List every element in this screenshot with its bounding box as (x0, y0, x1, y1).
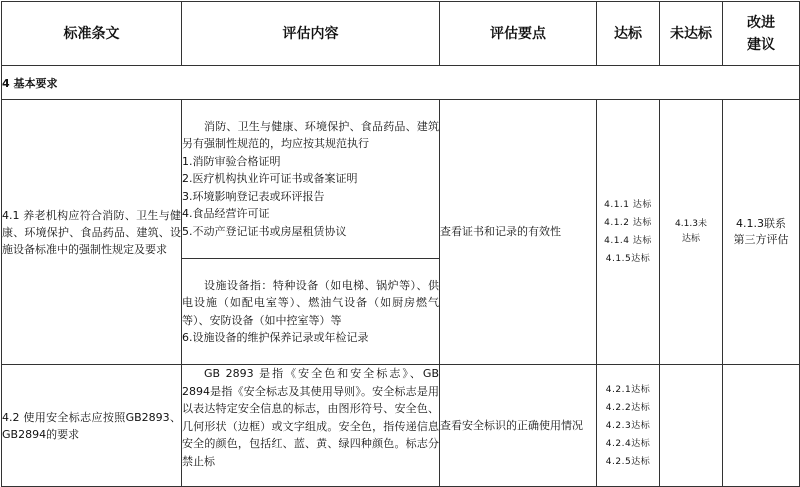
standard-assessment-table (1, 1, 800, 487)
section-row (2, 66, 800, 100)
header-met: 达标 (597, 2, 660, 66)
row1-content-a-list (182, 153, 439, 241)
met-item: 4.1.4 达标 (604, 236, 652, 246)
row1-improve (723, 100, 800, 365)
row1-content-b-intro: 设施设备指：特种设备（如电梯、锅炉等）、供电设施（如配电室等）、燃油气设备（如厨房燃气等）、安防设备（如中控室等）等 (182, 278, 439, 327)
header-row (2, 2, 800, 66)
met-item: 4.2.5达标 (605, 456, 651, 467)
list-item: 4.食品经营许可证 (182, 207, 270, 221)
row1-standard: 4.1 养老机构应符合消防、卫生与健康、环境保护、食品药品、建筑、设施设备标准中的强制性规定及要求 (2, 100, 182, 365)
row1-met (597, 100, 660, 365)
section-title: 4 基本要求 (2, 66, 800, 100)
unmet-item: 达标 (681, 234, 700, 244)
row2-content-text: GB 2893 是指《安全色和安全标志》、GB 2894是指《安全标志及其使用导则》。安全标志是用以表达特定安全信息的标志，由图形符号、安全色、几何形状（边框）或文字组成。安全色，指传递信息安全的颜色，包括红、蓝、黄、绿四种颜色。标志分禁止标 (182, 367, 439, 468)
table-row (2, 100, 800, 259)
row1-content-a (182, 100, 440, 259)
row1-points: 查看证书和记录的有效性 (440, 100, 597, 365)
header-content: 评估内容 (182, 2, 440, 66)
row2-standard: 4.2 使用安全标志应按照GB2893、GB2894的要求 (2, 365, 182, 487)
row1-content-b (182, 259, 440, 365)
row1-unmet (660, 100, 723, 365)
row2-met (597, 365, 660, 487)
header-unmet: 未达标 (660, 2, 723, 66)
row1-content-a-intro: 消防、卫生与健康、环境保护、食品药品、建筑另有强制性规范的，均应按其规范执行 (182, 119, 439, 151)
row2-points: 查看安全标识的正确使用情况 (440, 365, 597, 487)
row2-improve (723, 365, 800, 487)
met-item: 4.2.4达标 (605, 438, 651, 449)
list-item: 3.环境影响登记表或环评报告 (182, 189, 325, 203)
header-improve-text: 改进建议 (747, 14, 775, 53)
met-item: 4.1.5达标 (605, 254, 651, 264)
met-item: 4.2.1达标 (605, 384, 651, 395)
row1-improve-text: 4.1.3联系第三方评估 (733, 217, 789, 246)
header-standard: 标准条文 (2, 2, 182, 66)
header-improve (723, 2, 800, 66)
list-item: 5.不动产登记证书或房屋租赁协议 (182, 224, 347, 238)
list-item: 6.设施设备的维护保养记录或年检记录 (182, 331, 369, 344)
row2-content (182, 365, 440, 487)
met-item: 4.1.2 达标 (604, 218, 652, 228)
met-item: 4.1.1 达标 (604, 200, 652, 210)
unmet-item: 4.1.3未 (675, 219, 707, 229)
row2-unmet (660, 365, 723, 487)
list-item: 1.消防审验合格证明 (182, 154, 281, 168)
header-points: 评估要点 (440, 2, 597, 66)
list-item: 2.医疗机构执业许可证书或备案证明 (182, 172, 358, 186)
table-row (2, 365, 800, 487)
met-item: 4.2.2达标 (605, 402, 651, 413)
met-item: 4.2.3达标 (605, 420, 651, 431)
